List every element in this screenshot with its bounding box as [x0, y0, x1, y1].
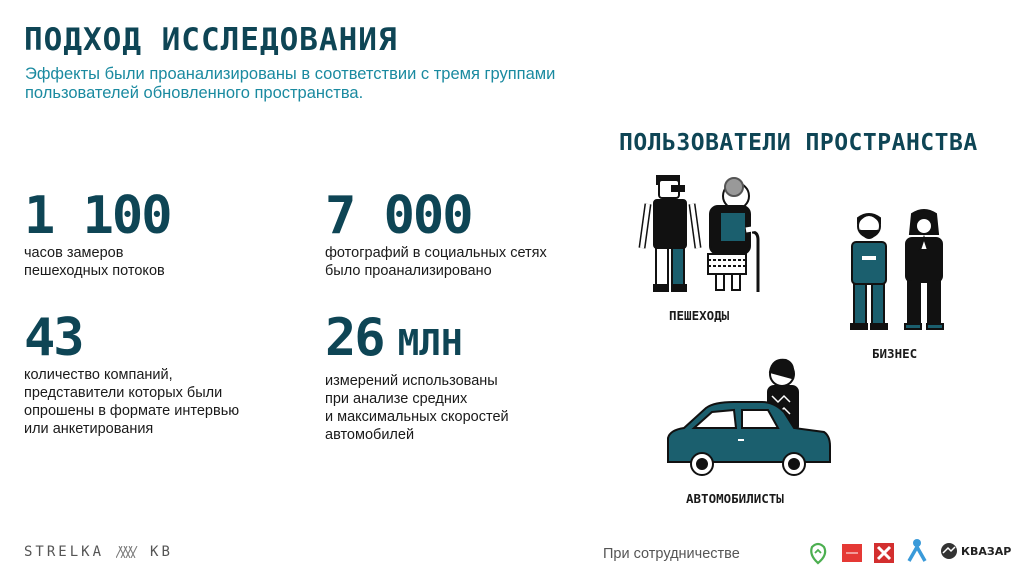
business-illustration — [842, 208, 952, 332]
stat-number-value: 26 — [325, 308, 384, 368]
page-subtitle: Эффекты были проанализированы в соответствии с тремя группами пользователей обновленного пространства. — [25, 65, 556, 102]
stat-description — [325, 372, 509, 444]
stat-hours — [24, 186, 171, 280]
stat-measurements — [325, 308, 509, 444]
footer-brand — [24, 544, 173, 560]
stat-desc-line: количество компаний, — [24, 367, 173, 383]
footer-collab: При сотрудничестве — [603, 546, 740, 562]
stat-desc-line: представители которых были — [24, 385, 223, 401]
label-drivers: АВТОМОБИЛИСТЫ — [686, 491, 784, 506]
kvazar-text: КВАЗАР — [961, 544, 1012, 558]
stat-desc-line: при анализе средних — [325, 391, 468, 407]
stat-desc-line: автомобилей — [325, 427, 415, 443]
stat-number: 7 000 — [325, 186, 472, 246]
stat-desc-line: фотографий в социальных сетях — [325, 245, 547, 261]
page-title: ПОДХОД ИССЛЕДОВАНИЯ — [24, 22, 398, 58]
stat-description — [24, 244, 171, 280]
stat-number: 1 100 — [24, 186, 171, 246]
stat-unit: МЛН — [397, 323, 463, 364]
pedestrians-illustration — [636, 172, 776, 294]
stat-desc-line: опрошены в формате интервью — [24, 403, 240, 419]
brand-strelka: STRELKA — [24, 544, 105, 560]
partner-logo-blue-icon — [906, 537, 928, 563]
kvazar-logo-icon — [940, 542, 958, 560]
label-business: БИЗНЕС — [872, 346, 918, 361]
stat-desc-line: было проанализировано — [325, 263, 492, 279]
stat-desc-line: измерений использованы — [325, 373, 498, 389]
stat-desc-line: и максимальных скоростей — [325, 409, 509, 425]
strelka-hatch-icon — [116, 546, 138, 558]
stat-description — [325, 244, 547, 280]
stat-photos — [325, 186, 547, 280]
label-pedestrians: ПЕШЕХОДЫ — [669, 308, 730, 323]
partner-logo-green-icon — [806, 541, 830, 565]
stat-desc-line: часов замеров — [24, 245, 124, 261]
partner-logo-kvazar — [940, 542, 1011, 560]
brand-kb: KB — [150, 544, 173, 560]
stat-number: 43 — [24, 308, 83, 368]
partner-logo-cross-icon — [874, 543, 894, 563]
stat-desc-line: или анкетирования — [24, 421, 154, 437]
users-title: ПОЛЬЗОВАТЕЛИ ПРОСТРАНСТВА — [619, 130, 978, 156]
stat-number — [325, 308, 509, 370]
partner-logo-red-icon — [842, 544, 862, 562]
stat-companies — [24, 308, 240, 438]
car-driver-illustration — [664, 356, 832, 476]
stat-description — [24, 366, 239, 438]
stat-desc-line: пешеходных потоков — [24, 263, 165, 279]
